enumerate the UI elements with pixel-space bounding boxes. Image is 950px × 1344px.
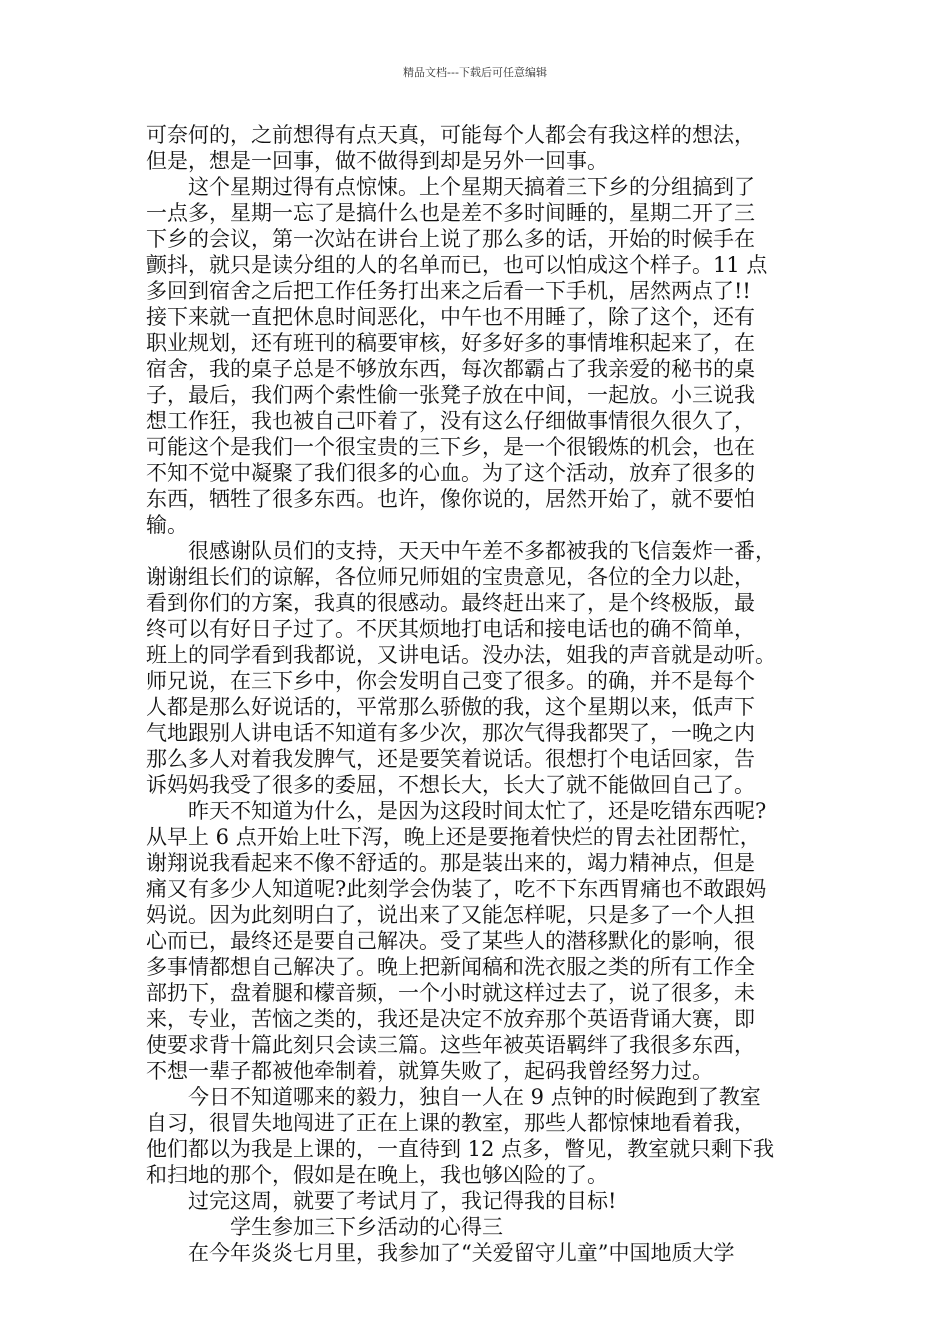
text-line: 从早上 6 点开始上吐下泻，晚上还是要拖着快烂的胃去社团帮忙， xyxy=(146,825,761,849)
text-line: 过完这周，就要了考试月了，我记得我的目标! xyxy=(146,1189,617,1213)
text-line: 今日不知道哪来的毅力，独自一人在 9 点钟的时候跑到了教室 xyxy=(146,1085,761,1109)
text-line: 班上的同学看到我都说，又讲电话。没办法，姐我的声音就是动听。 xyxy=(146,643,776,667)
text-line: 一点多，星期一忘了是搞什么也是差不多时间睡的，星期二开了三 xyxy=(146,201,755,225)
document-body xyxy=(146,122,776,1266)
text-line: 部扔下，盘着腿和檬音频，一个小时就这样过去了，说了很多，未 xyxy=(146,981,755,1005)
text-line: 输。 xyxy=(146,513,188,537)
text-line: 多回到宿舍之后把工作任务打出来之后看一下手机，居然两点了!! xyxy=(146,279,751,303)
text-line: 气地跟别人讲电话不知道有多少次，那次气得我都哭了，一晚之内 xyxy=(146,721,755,745)
text-line: 可能这个是我们一个很宝贵的三下乡，是一个很锻炼的机会，也在 xyxy=(146,435,755,459)
text-line: 诉妈妈我受了很多的委屈，不想长大，长大了就不能做回自己了。 xyxy=(146,773,755,797)
text-line: 自习，很冒失地闯进了正在上课的教室，那些人都惊悚地看着我， xyxy=(146,1111,755,1135)
text-line: 终可以有好日子过了。不厌其烦地打电话和接电话也的确不简单， xyxy=(146,617,755,641)
text-line: 颤抖，就只是读分组的人的名单而已，也可以怕成这个样子。11 点 xyxy=(146,253,768,277)
text-line: 师兄说，在三下乡中，你会发明自己变了很多。的确，并不是每个 xyxy=(146,669,755,693)
text-line: 学生参加三下乡活动的心得三 xyxy=(146,1215,503,1239)
page-header: 精品文档---下载后可任意编辑 xyxy=(403,66,547,79)
text-line: 心而已，最终还是要自己解决。受了某些人的潜移默化的影响，很 xyxy=(146,929,755,953)
text-line: 他们都以为我是上课的，一直待到 12 点多，瞥见，教室就只剩下我 xyxy=(146,1137,775,1161)
text-line: 看到你们的方案，我真的很感动。最终赶出来了，是个终极版，最 xyxy=(146,591,755,615)
text-line: 接下来就一直把休息时间恶化，中午也不用睡了，除了这个，还有 xyxy=(146,305,755,329)
text-line: 谢谢组长们的谅解，各位师兄师姐的宝贵意见，各位的全力以赴， xyxy=(146,565,755,589)
text-line: 子，最后，我们两个索性偷一张凳子放在中间，一起放。小三说我 xyxy=(146,383,755,407)
text-line: 但是，想是一回事，做不做得到却是另外一回事。 xyxy=(146,149,608,173)
text-line: 东西，牺牲了很多东西。也许，像你说的，居然开始了，就不要怕 xyxy=(146,487,755,511)
text-line: 在今年炎炎七月里，我参加了“关爱留守儿童”中国地质大学 xyxy=(146,1241,735,1265)
text-line: 和扫地的那个，假如是在晚上，我也够凶险的了。 xyxy=(146,1163,608,1187)
text-line: 谢翔说我看起来不像不舒适的。那是装出来的，竭力精神点，但是 xyxy=(146,851,755,875)
text-line: 痛又有多少人知道呢?此刻学会伪装了，吃不下东西胃痛也不敢跟妈 xyxy=(146,877,767,901)
text-line: 很感谢队员们的支持，天天中午差不多都被我的飞信轰炸一番， xyxy=(146,539,776,563)
text-line: 妈说。因为此刻明白了，说出来了又能怎样呢，只是多了一个人担 xyxy=(146,903,755,927)
text-line: 可奈何的，之前想得有点天真，可能每个人都会有我这样的想法， xyxy=(146,123,755,147)
text-line: 那么多人对着我发脾气，还是要笑着说话。很想打个电话回家，告 xyxy=(146,747,755,771)
text-line: 人都是那么好说话的，平常那么骄傲的我，这个星期以来，低声下 xyxy=(146,695,755,719)
text-line: 昨天不知道为什么，是因为这段时间太忙了，还是吃错东西呢? xyxy=(146,799,767,823)
text-line: 想工作狂，我也被自己吓着了，没有这么仔细做事情很久很久了， xyxy=(146,409,755,433)
text-line: 多事情都想自己解决了。晚上把新闻稿和洗衣服之类的所有工作全 xyxy=(146,955,755,979)
text-line: 这个星期过得有点惊悚。上个星期天搞着三下乡的分组搞到了 xyxy=(146,175,755,199)
text-line: 职业规划，还有班刊的稿要审核，好多好多的事情堆积起来了，在 xyxy=(146,331,755,355)
text-line: 来，专业，苦恼之类的，我还是决定不放弃那个英语背诵大赛，即 xyxy=(146,1007,755,1031)
text-line: 不想一辈子都被他牵制着，就算失败了，起码我曾经努力过。 xyxy=(146,1059,713,1083)
text-line: 不知不觉中凝聚了我们很多的心血。为了这个活动，放弃了很多的 xyxy=(146,461,755,485)
text-line: 下乡的会议，第一次站在讲台上说了那么多的话，开始的时候手在 xyxy=(146,227,755,251)
text-line: 宿舍，我的桌子总是不够放东西，每次都霸占了我亲爱的秘书的桌 xyxy=(146,357,755,381)
text-line: 使要求背十篇此刻只会读三篇。这些年被英语羁绊了我很多东西， xyxy=(146,1033,755,1057)
